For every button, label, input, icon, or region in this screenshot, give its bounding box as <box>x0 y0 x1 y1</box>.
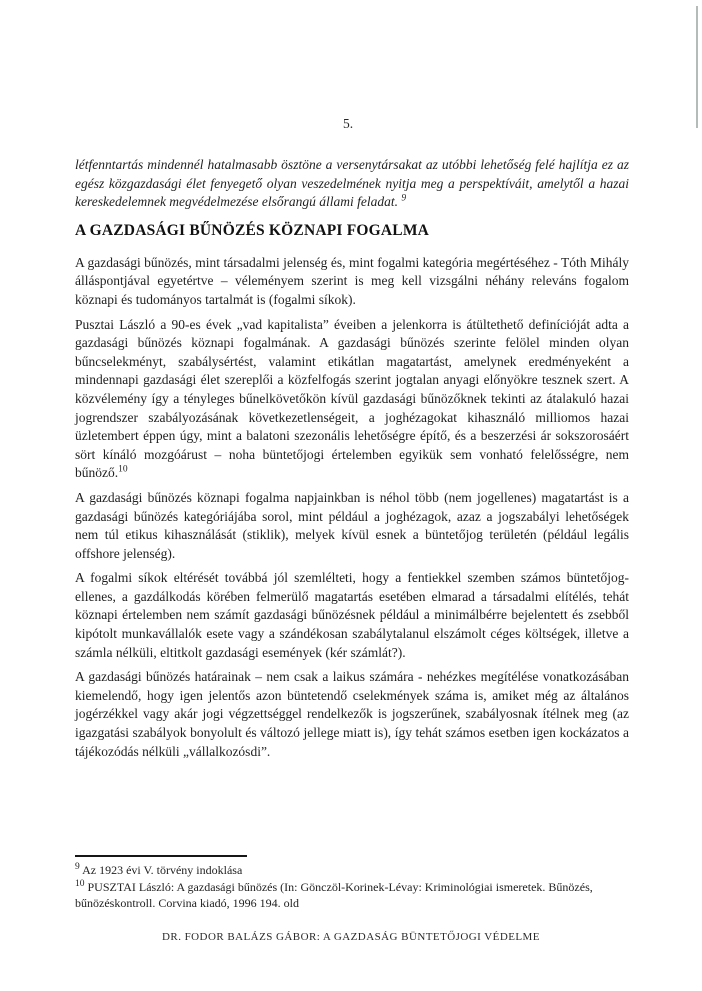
body-paragraph-2 <box>75 316 629 483</box>
footnote-9-marker: 9 <box>75 862 80 872</box>
footnote-ref-10: 10 <box>118 464 128 475</box>
footnote-separator <box>75 855 247 857</box>
body-paragraph-3: A gazdasági bűnözés köznapi fogalma napjainkban is néhol több (nem jogellenes) magatartást is a gazdasági bűnözés kategóriájába sorol, mint például a joghézagok, azaz a jogszabályi lehetőségek nem túl etikus kihasználását (stiklik), melyek kívül esnek a büntetőjog területén (például legális offshore jelenség). <box>75 489 629 561</box>
body-paragraph-1: A gazdasági bűnözés, mint társadalmi jelenség és, mint fogalmi kategória megértéséhez - Tóth Mihály álláspontjával egyetértve – véleményem szerint is meg kell vizsgálni néhány releváns fogalom köznapi és tudományos tartalmát is (fogalmi síkok). <box>75 254 629 307</box>
intro-paragraph <box>75 156 629 212</box>
footnote-10-text: PUSZTAI László: A gazdasági bűnözés (In: Gönczöl-Korinek-Lévay: Kriminológiai ismeretek. Bűnözés, bűnözéskontroll. Corvina kiadó, 1996 194. old <box>75 879 593 910</box>
footnote-section <box>75 855 629 912</box>
section-heading: A GAZDASÁGI BŰNÖZÉS KÖZNAPI FOGALMA <box>75 221 430 239</box>
body-paragraph-2-text: Pusztai László a 90-es évek „vad kapitalista” éveiben a jelenkorra is átültethető definícióját adta a gazdasági bűnözés köznapi fogalmának. A gazdasági bűnözés szerinte felölel minden olyan bűncselekményt, szabálysértést, valamint etikátlan magatartást, amelynek eredményeként a mindennapi gazdasági élet szereplői a közfelfogás szerint jogtalan anyagi előnyökre tesznek szert. A közvélemény így a tényleges bűnelkövetőkön kívül gazdasági bűnözőknek tekinti az átalakuló hazai jogrendszer szabályozásának következetlenségeit, a joghézagokat kihasználó milliomos hazai üzletembert éppen úgy, mint a balatoni szezonális lehetőségre építő, és a beszerzési ár sokszorosáért sört kínáló mozgóárust – noha büntetőjogi értelemben egyikük sem vonható felelősségre, nem bűnöző. <box>75 316 629 481</box>
footnote-9-text: Az 1923 évi V. törvény indoklása <box>79 863 243 877</box>
page-number: 5. <box>342 116 354 131</box>
intro-paragraph-text: létfenntartás mindennél hatalmasabb ösztöne a versenytársakat az utóbbi lehetőség felé hajlítja ez az egész közgazdasági élet fenyegető olyan veszedelmének nyitja meg a perspektíváit, amelytől a hazai kereskedelemnek megvédelmezése elsőrangú állami feladat. <box>75 157 629 210</box>
footnote-9 <box>75 862 629 879</box>
body-paragraph-5: A gazdasági bűnözés határainak – nem csak a laikus számára - nehézkes megítélése vonatkozásában kiemelendő, hogy igen jelentős azon büntetendő cselekmények száma is, amiket még az általános jogérzékkel vagy akár jogi végzettséggel rendelkezők is jogszerűnek, szabályosnak ítélnek meg (az igazgatási szabályok bonyolult és változó jellege miatt is), így tehát számos esetben igen kockázatos a tájékozódás nélküli „vállalkozósdi”. <box>75 669 629 759</box>
footnote-10-marker: 10 <box>75 878 85 889</box>
scan-artifact-line <box>696 6 698 128</box>
body-paragraph-4: A fogalmi síkok eltérését továbbá jól szemlélteti, hogy a fentiekkel szemben számos büntetőjog-ellenes, a gazdálkodás körében felmerülő magatartás esetében elmarad a társadalmi elítélés, tehát köznapi értelemben nem számít gazdasági bűnözésnek például a minimálbérre bejelentett és zsebből kipótolt munkavállalók esete vagy a szándékosan szabálytalanul elszámolt céges költségek, illetve a számla nélküli, eltitkolt gazdasági események (kér számlát?). <box>75 570 629 660</box>
document-body <box>75 156 629 767</box>
footnote-10 <box>75 879 629 912</box>
footnote-ref-9: 9 <box>401 193 407 204</box>
page-footer: DR. FODOR BALÁZS GÁBOR: A GAZDASÁG BÜNTETŐJOGI VÉDELME <box>162 931 540 943</box>
